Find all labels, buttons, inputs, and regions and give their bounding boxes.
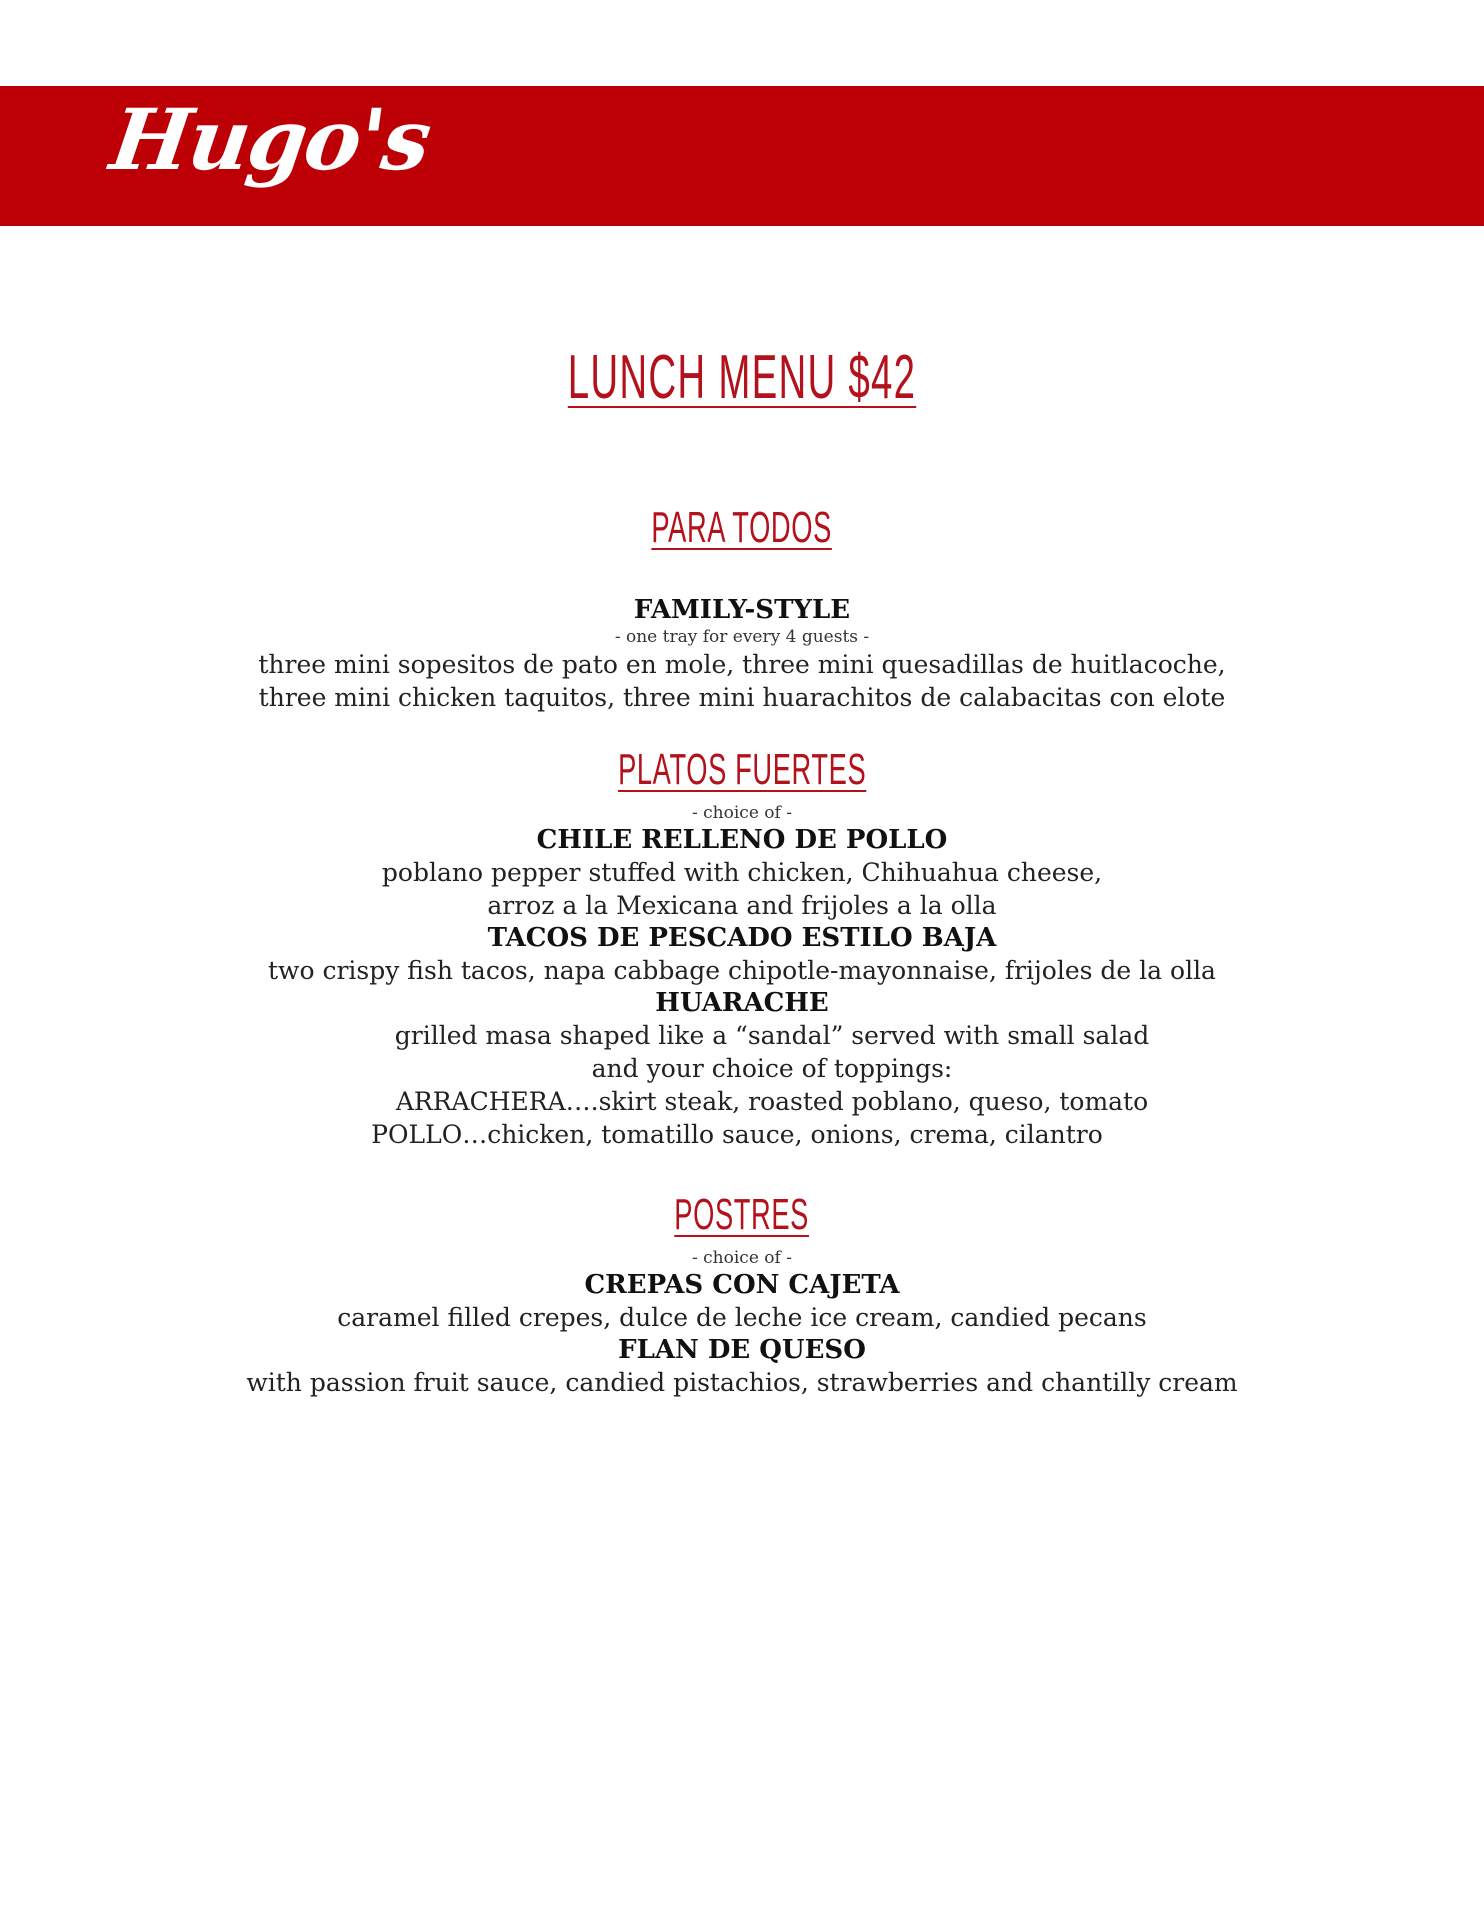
item-desc-line: three mini sopesitos de pato en mole, three mini quesadillas de huitlacoche, [258, 650, 1226, 679]
item-name: FLAN DE QUESO [618, 1335, 866, 1365]
item-note: - one tray for every 4 guests - [614, 627, 870, 647]
section-platos-fuertes [0, 744, 1484, 1151]
logo: Hugo's [105, 90, 436, 189]
item-desc-line: grilled masa shaped like a “sandal” served with small salad [394, 1021, 1150, 1050]
menu [0, 342, 1484, 1399]
item-desc-line: poblano pepper stuffed with chicken, Chihuahua cheese, [381, 858, 1103, 887]
item-name: CHILE RELLENO DE POLLO [536, 825, 948, 855]
item-name: FAMILY-STYLE [633, 595, 851, 625]
menu-title-row [0, 342, 1484, 418]
item-name: TACOS DE PESCADO ESTILO BAJA [487, 923, 997, 953]
menu-title: LUNCH MENU $42 [567, 343, 917, 412]
section-title: PARA TODOS [651, 503, 833, 552]
item-name: CREPAS CON CAJETA [584, 1270, 900, 1300]
item-desc-line: POLLO…chicken, tomatillo sauce, onions, crema, cilantro [371, 1120, 1103, 1149]
item-desc-line: three mini chicken taquitos, three mini huarachitos de calabacitas con elote [258, 683, 1226, 712]
section-title: PLATOS FUERTES [617, 745, 867, 794]
item-desc-line: ARRACHERA….skirt steak, roasted poblano, queso, tomato [395, 1087, 1149, 1116]
section-postres [0, 1189, 1484, 1399]
item-desc-line: caramel filled crepes, dulce de leche ice cream, candied pecans [337, 1303, 1147, 1332]
item-name: HUARACHE [655, 988, 829, 1018]
item-desc-line: arroz a la Mexicana and frijoles a la olla [487, 891, 997, 920]
section-para-todos [0, 502, 1484, 714]
item-desc-line: two crispy fish tacos, napa cabbage chipotle-mayonnaise, frijoles de la olla [268, 956, 1216, 985]
item-desc-line: with passion fruit sauce, candied pistachios, strawberries and chantilly cream [246, 1368, 1238, 1397]
section-note: - choice of - [692, 1248, 792, 1268]
section-note: - choice of - [692, 803, 792, 823]
item-desc-line: and your choice of toppings: [591, 1054, 953, 1083]
section-title: POSTRES [674, 1190, 810, 1239]
